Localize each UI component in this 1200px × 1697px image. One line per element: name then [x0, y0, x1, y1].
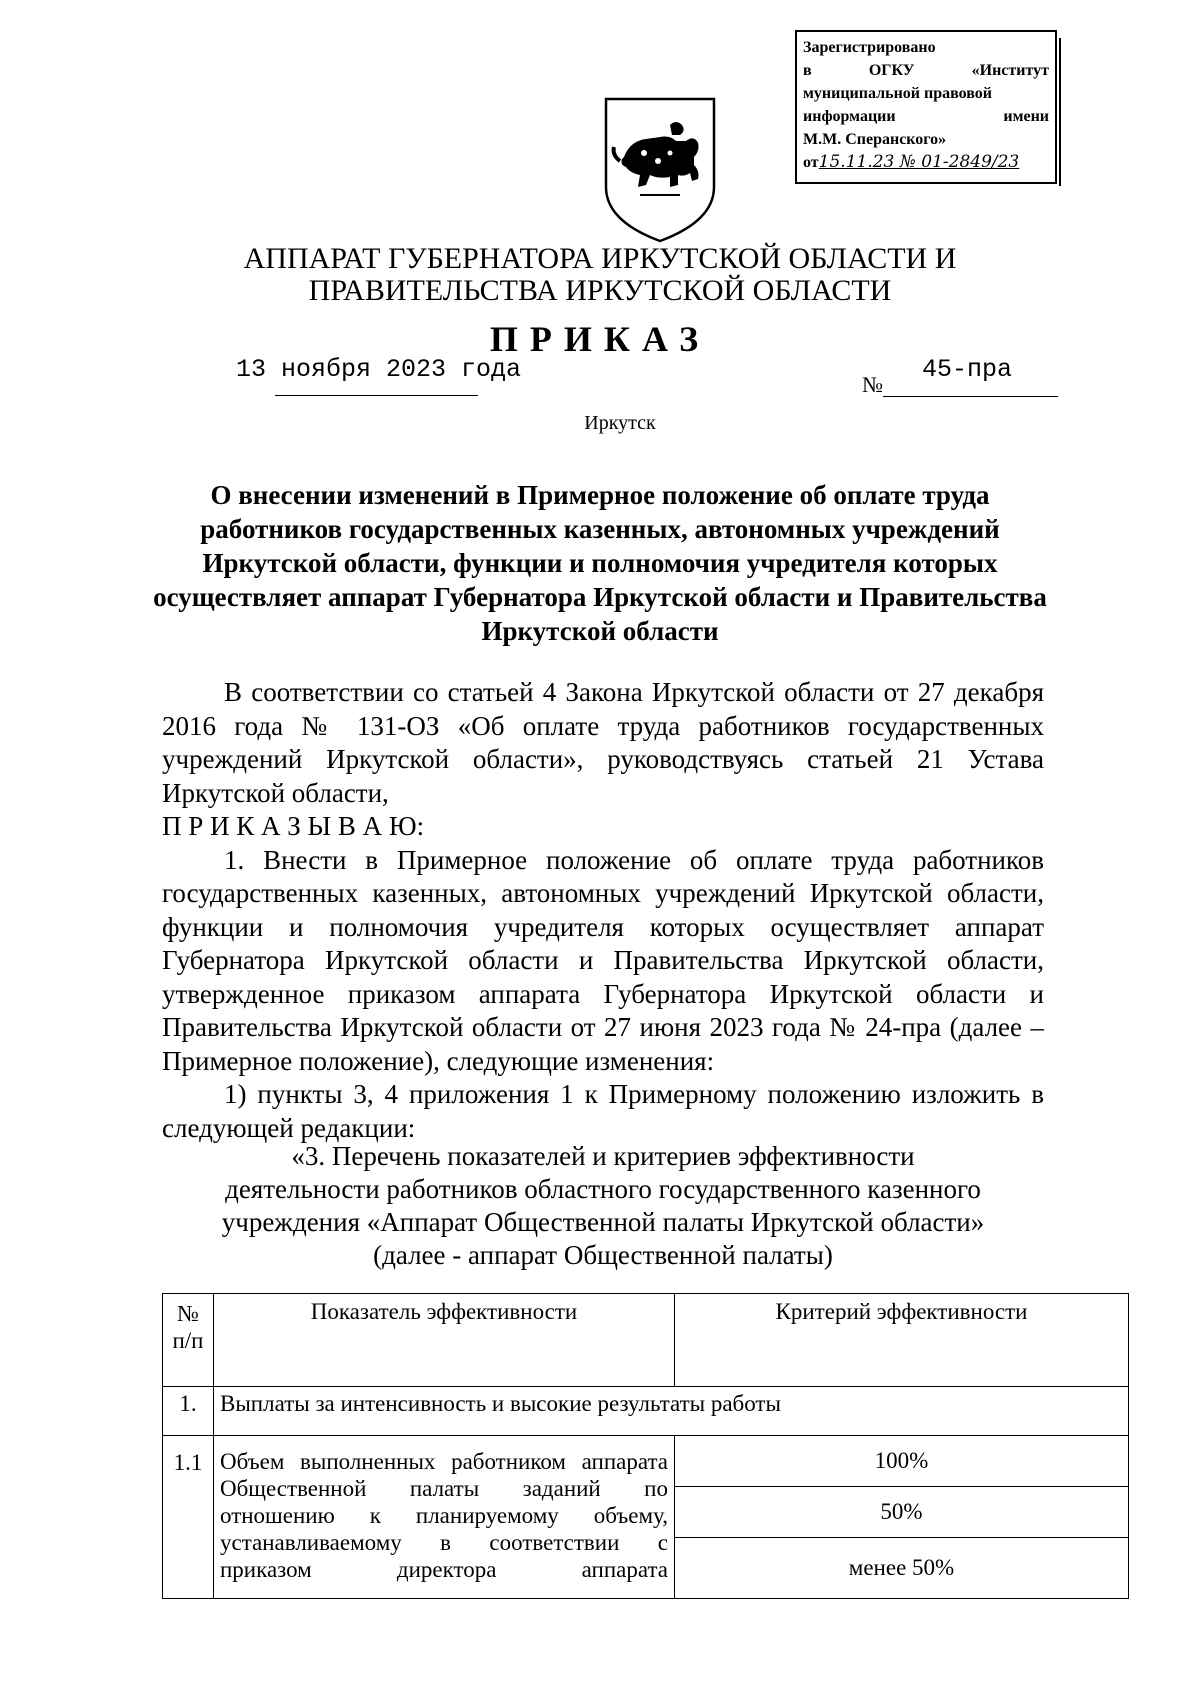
document-subject	[150, 478, 1050, 648]
order-word: П Р И К А З Ы В А Ю:	[162, 811, 425, 841]
document-number: 45-пра	[922, 355, 1013, 384]
table-row	[163, 1436, 1129, 1487]
section-heading-line: «3. Перечень показателей и критериев эффективности	[291, 1141, 915, 1171]
subject-line: осуществляет аппарат Губернатора Иркутской области и Правительства	[153, 582, 1047, 612]
document-date: 13 ноября 2023 года	[236, 355, 522, 384]
header-criterion-cell: Критерий эффективности	[675, 1294, 1129, 1387]
paragraph-item-1: 1. Внести в Примерное положение об оплате труда работников государственных казенных, автономных учреждений Иркутской области, функции и полномочия учредителя которых осуществляет аппарат Губернатора Иркутской области и Правительства Иркутской области, утвержденное приказом аппарата Губернатора Иркутской области и Правительства Иркутской области от 27 июня 2023 года № 24-пра (далее – Примерное положение), следующие изменения:	[162, 844, 1044, 1076]
section-heading-line: учреждения «Аппарат Общественной палаты Иркутской области»	[221, 1207, 985, 1237]
header-number-cell	[163, 1294, 214, 1387]
registration-stamp	[795, 30, 1057, 184]
subject-line: Иркутской области	[481, 616, 719, 646]
table-row	[163, 1387, 1129, 1436]
subject-line: О внесении изменений в Примерное положение об оплате труда	[210, 480, 990, 510]
row-text-cell: Выплаты за интенсивность и высокие результаты работы	[214, 1387, 1129, 1436]
document-city: Иркутск	[584, 412, 656, 434]
row-number-cell: 1.1	[163, 1436, 214, 1599]
stamp-line-6: от15.11.23 № 01-2849/23	[803, 152, 1020, 172]
indicator-line: приказом директора аппарата	[220, 1557, 668, 1582]
indicator-line: устанавливаемому в соответствии с	[220, 1530, 668, 1555]
organization-name	[200, 243, 1000, 307]
stamp-line-5: М.М. Сперанского»	[803, 131, 947, 148]
criterion-cell: 50%	[675, 1487, 1129, 1538]
criteria-table	[162, 1293, 1129, 1599]
row-number-cell: 1.	[163, 1387, 214, 1436]
subject-line: Иркутской области, функции и полномочия учредителя которых	[202, 548, 998, 578]
organization-name-line-1: АППАРАТ ГУБЕРНАТОРА ИРКУТСКОЙ ОБЛАСТИ И	[243, 242, 957, 275]
number-sign: №	[862, 372, 883, 397]
document-type: ПРИКАЗ	[489, 319, 711, 359]
stamp-line-3: муниципальной правовой	[803, 85, 993, 102]
organization-name-line-2: ПРАВИТЕЛЬСТВА ИРКУТСКОЙ ОБЛАСТИ	[308, 274, 892, 307]
coat-of-arms-icon	[600, 95, 720, 245]
criterion-cell: менее 50%	[675, 1538, 1129, 1599]
indicator-line: Общественной палаты заданий по	[220, 1476, 668, 1501]
date-underline	[275, 395, 478, 396]
number-underline	[883, 396, 1058, 397]
stamp-line-4: информации имени	[803, 108, 1049, 125]
stamp-line-1: Зарегистрировано	[803, 39, 936, 56]
table-header-row	[163, 1294, 1129, 1387]
indicator-line: Объем выполненных работником аппарата	[220, 1449, 668, 1474]
paragraph-preamble: В соответствии со статьей 4 Закона Иркутской области от 27 декабря 2016 года № 131-ОЗ «Об оплате труда работников государственных учреждений Иркутской области», руководствуясь статьей 21 Устава Иркутской области,	[162, 677, 1044, 808]
section-heading	[162, 1140, 1044, 1272]
row-indicator-cell	[214, 1436, 675, 1599]
section-heading-line: деятельности работников областного государственного казенного	[225, 1174, 981, 1204]
section-heading-line: (далее - аппарат Общественной палаты)	[373, 1240, 833, 1270]
stamp-handwritten-number: 15.11.23 № 01-2849/23	[818, 152, 1020, 172]
stamp-line-2: в ОГКУ «Институт	[803, 62, 1049, 79]
header-number-label: п/п	[172, 1328, 204, 1353]
criterion-cell: 100%	[675, 1436, 1129, 1487]
header-indicator-cell: Показатель эффективности	[214, 1294, 675, 1387]
subject-line: работников государственных казенных, автономных учреждений	[200, 514, 1000, 544]
header-number-sign: №	[177, 1301, 199, 1326]
paragraph-subitem-1: 1) пункты 3, 4 приложения 1 к Примерному положению изложить в следующей редакции:	[162, 1079, 1044, 1143]
indicator-line: отношению к планируемому объему,	[220, 1503, 668, 1528]
document-body	[162, 676, 1044, 1145]
